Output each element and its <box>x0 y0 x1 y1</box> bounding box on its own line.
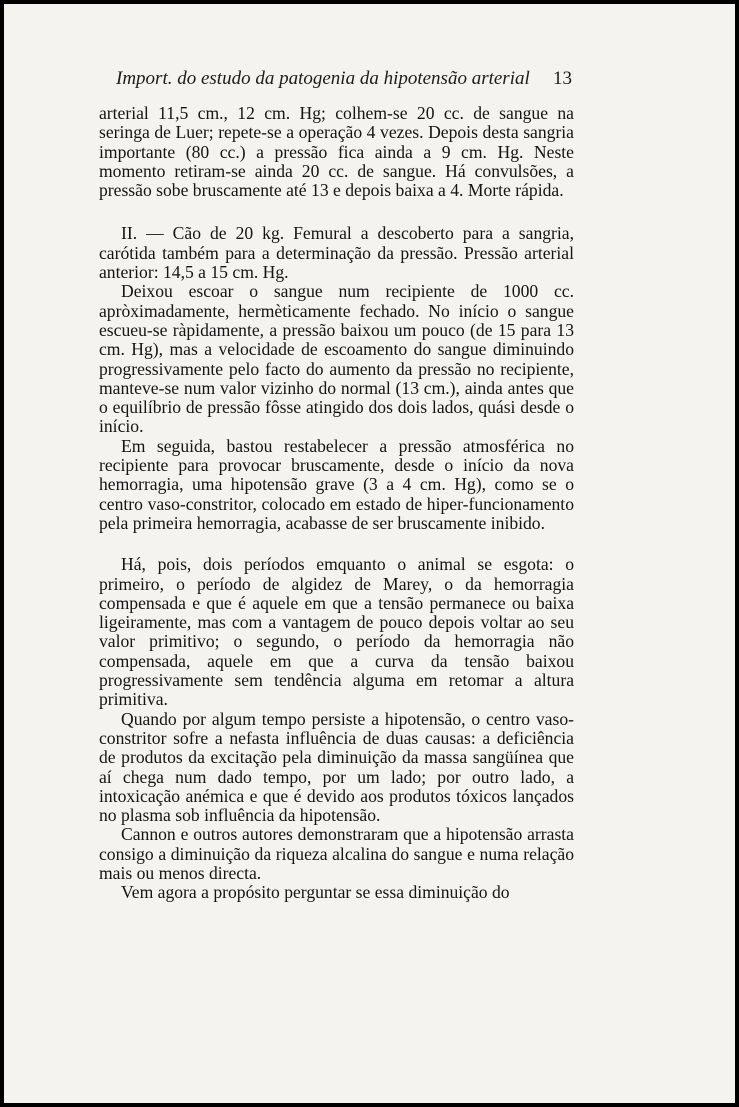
paragraph: Quando por algum tempo persiste a hipotensão, o centro vaso-constritor sofre a nefasta influência de duas causas: a deficiência de produtos da excitação pela diminuição da massa sangüínea que aí chega num dado tempo, por um lado; por outro lado, a intoxicação anémica e que é devido aos produtos tóxicos lançados no plasma sob influência da hipotensão. <box>99 708 574 826</box>
running-title: Import. do estudo da patogenia da hipotensão arterial <box>116 68 530 89</box>
section-gap <box>99 533 574 555</box>
paragraph: II. — Cão de 20 kg. Femural a descoberto para a sangria, carótida também para a determinação da pressão. Pressão arterial anterior: 14,5 a 15 cm. Hg. <box>99 223 574 283</box>
paragraph: Há, pois, dois períodos emquanto o animal se esgota: o primeiro, o período de algidez de Marey, o da hemorragia compensada e que é aquele em que a tensão permanece ou baixa ligeiramente, mas com a vantagem de pouco depois voltar ao seu valor primitivo; o segundo, o período da hemorragia não compensada, aquele em que a curva da tensão baixou progressivamente sem tendência alguma em retomar a altura primitiva. <box>99 554 574 710</box>
body-text <box>99 104 574 903</box>
paragraph: Cannon e outros autores demonstraram que a hipotensão arrasta consigo a diminuição da riqueza alcalina do sangue e numa relação mais ou menos directa. <box>99 824 574 883</box>
paragraph: Vem agora a propósito perguntar se essa diminuição do <box>121 882 510 903</box>
section-gap <box>99 200 574 224</box>
paragraph: arterial 11,5 cm., 12 cm. Hg; colhem-se 20 cc. de sangue na seringa de Luer; repete-se a operação 4 vezes. Depois desta sangria importante (80 cc.) a pressão fica ainda a 9 cm. Hg. Neste momento retiram-se ainda 20 cc. de sangue. Há convulsões, a pressão sobe bruscamente até 13 e depois baixa a 4. Morte rápida. <box>99 103 574 201</box>
running-header <box>116 68 572 92</box>
paragraph: Deixou escoar o sangue num recipiente de 1000 cc. apròximadamente, hermèticamente fechado. No início o sangue escueu-se ràpidamente, a pressão baixou um pouco (de 15 para 13 cm. Hg), mas a velocidade de escoamento do sangue diminuindo progressivamente pelo facto do aumento da pressão no recipiente, manteve-se num valor vizinho do normal (13 cm.), ainda antes que o equilíbrio de pressão fôsse atingido dos dois lados, quási desde o início. <box>99 281 574 437</box>
paragraph: Em seguida, bastou restabelecer a pressão atmosférica no recipiente para provocar bruscamente, desde o início da nova hemorragia, uma hipotensão grave (3 a 4 cm. Hg), como se o centro vaso-constritor, colocado em estado de hiper-funcionamento pela primeira hemorragia, acabasse de ser bruscamente inibido. <box>99 435 574 533</box>
page-number: 13 <box>553 68 572 89</box>
